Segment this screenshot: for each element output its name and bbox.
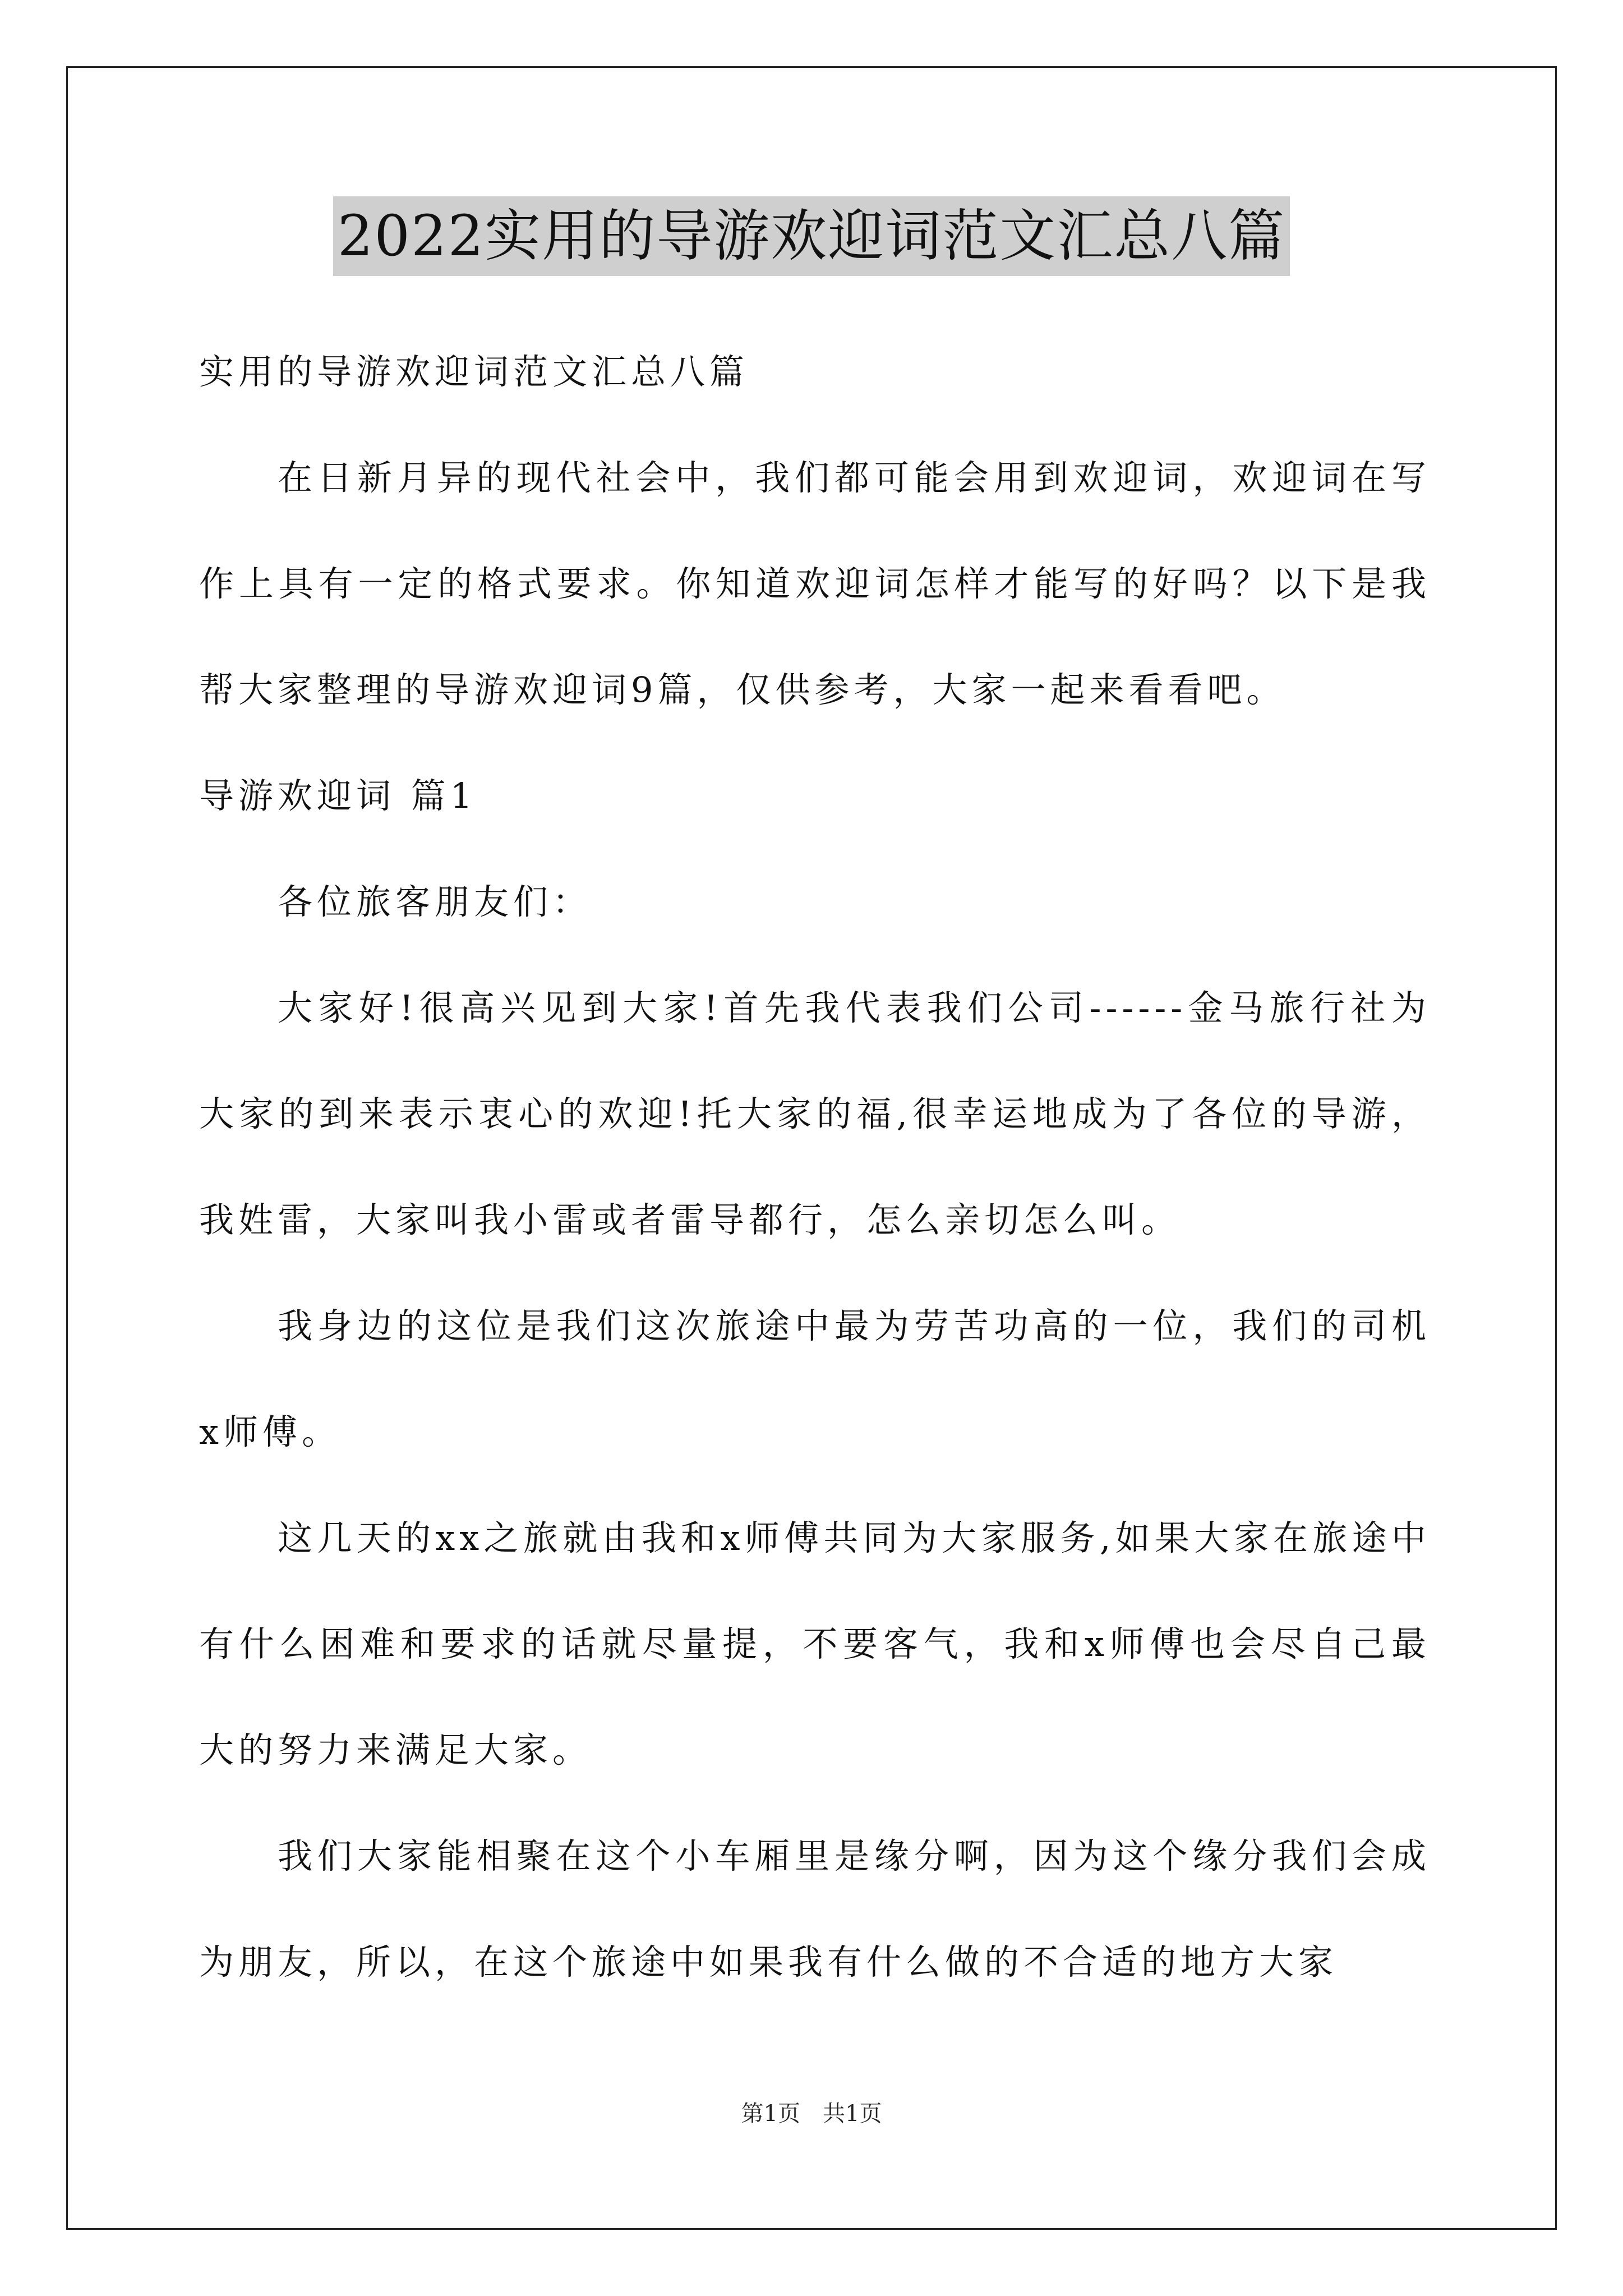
page-footer: 第1页 共1页 bbox=[741, 2101, 882, 2127]
document-body bbox=[199, 319, 1431, 2015]
paragraph-greeting: 各位旅客朋友们： bbox=[278, 881, 592, 922]
paragraph-driver: 我身边的这位是我们这次旅途中最为劳苦功高的一位，我们的司机x师傅。 bbox=[199, 1305, 1431, 1452]
paragraph-intro: 在日新月异的现代社会中，我们都可能会用到欢迎词，欢迎词在写作上具有一定的格式要求。你知道欢迎词怎样才能写的好吗？以下是我帮大家整理的导游欢迎词9篇，仅供参考，大家一起来看看吧。 bbox=[199, 457, 1431, 710]
title-container bbox=[0, 196, 1623, 276]
section-heading: 导游欢迎词 篇1 bbox=[199, 775, 477, 816]
paragraph-service: 这几天的xx之旅就由我和x师傅共同为大家服务,如果大家在旅途中有什么困难和要求的话就尽量提，不要客气，我和x师傅也会尽自己最大的努力来满足大家。 bbox=[199, 1517, 1431, 1770]
document-title: 2022实用的导游欢迎词范文汇总八篇 bbox=[333, 196, 1290, 276]
paragraph-friendship: 我们大家能相聚在这个小车厢里是缘分啊，因为这个缘分我们会成为朋友，所以，在这个旅途中如果我有什么做的不合适的地方大家 bbox=[199, 1835, 1431, 1982]
paragraph-subtitle: 实用的导游欢迎词范文汇总八篇 bbox=[199, 351, 749, 392]
paragraph-welcome: 大家好!很高兴见到大家!首先我代表我们公司------金马旅行社为大家的到来表示衷心的欢迎!托大家的福,很幸运地成为了各位的导游，我姓雷，大家叫我小雷或者雷导都行，怎么亲切怎么叫。 bbox=[199, 987, 1431, 1240]
